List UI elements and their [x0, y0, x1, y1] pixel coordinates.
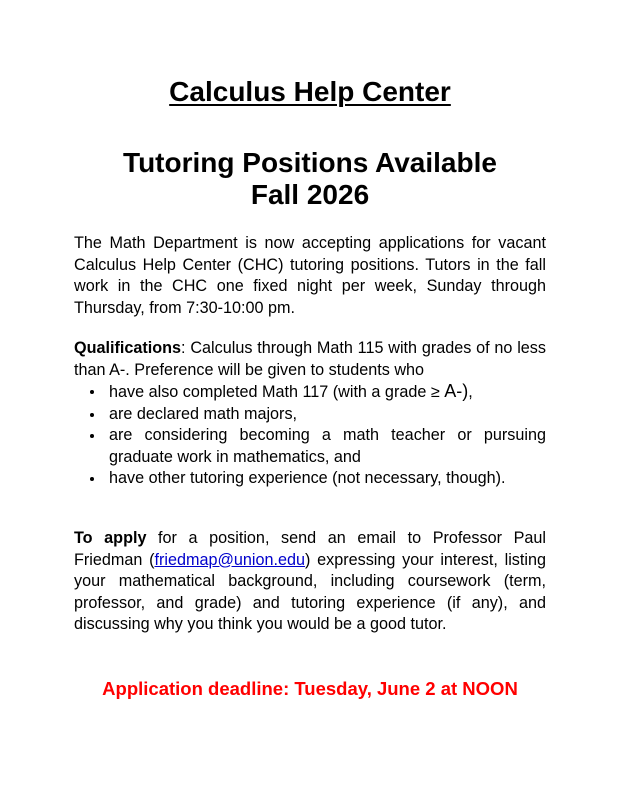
list-item-text: have also completed Math 117 (with a grade ≥	[109, 383, 445, 401]
list-item-text: are considering becoming a math teacher or pursuing graduate work in mathematics, and	[109, 426, 546, 466]
list-item-text: are declared math majors,	[109, 404, 298, 423]
list-item-text: have other tutoring experience (not necessary, though).	[109, 469, 506, 488]
bullet-icon	[90, 413, 94, 417]
qualifications-label: Qualifications	[74, 339, 182, 357]
list-item-tail: ,	[468, 383, 473, 401]
flyer-page	[74, 0, 546, 800]
apply-label: To apply	[74, 529, 147, 547]
bullet-icon	[90, 390, 94, 394]
apply-paragraph	[74, 528, 546, 636]
list-item	[74, 404, 546, 426]
list-item-grade: A-)	[444, 381, 469, 401]
list-item	[74, 468, 546, 490]
qualifications-list	[74, 381, 546, 490]
apply-text-before: for a position, send an email to Professor Paul Friedman (	[74, 529, 546, 569]
list-item	[74, 425, 546, 468]
page-subtitle: Tutoring Positions Available	[123, 147, 497, 178]
bullet-icon	[90, 477, 94, 481]
apply-text-after: ) expressing your interest, listing your mathematical background, including coursework (term, professor, and grade) and tutoring experience (if any), and discussing why you think you would be a good tutor.	[74, 550, 546, 634]
page-title: Calculus Help Center	[169, 76, 451, 107]
list-item	[74, 381, 546, 404]
bullet-icon	[90, 434, 94, 438]
page-subtitle-term: Fall 2026	[250, 179, 370, 210]
email-link[interactable]: friedmap@union.edu	[154, 550, 306, 569]
qualifications-text: : Calculus through Math 115 with grades of no less than A-. Preference will be given to students who	[74, 339, 546, 379]
intro-paragraph: The Math Department is now accepting applications for vacant Calculus Help Center (CHC) tutoring positions. Tutors in the fall work in the CHC one fixed night per week, Sunday through Thursday, from 7:30-10:00 pm.	[74, 234, 546, 317]
application-deadline: Application deadline: Tuesday, June 2 at NOON	[102, 678, 518, 699]
qualifications-paragraph	[74, 338, 546, 381]
